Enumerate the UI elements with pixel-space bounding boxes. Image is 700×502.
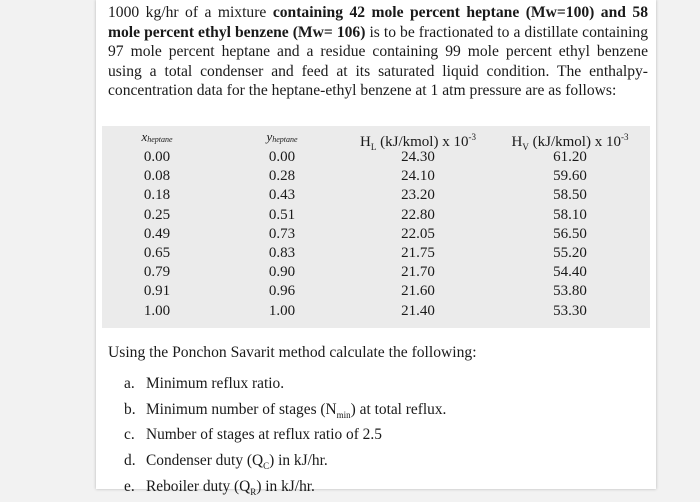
table-cell: 0.90 xyxy=(268,264,296,281)
column-y-heptane xyxy=(242,126,322,321)
header-hv: $H_V$ (kJ/kmol) x $10^{-3}$ xyxy=(511,132,629,152)
table-cell: 58.50 xyxy=(553,187,587,204)
question-item xyxy=(124,374,446,400)
header-x-heptane: $x_{heptane}$ xyxy=(141,129,173,144)
header-hl: $H_L$ (kJ/kmol) x $10^{-3}$ xyxy=(360,132,476,152)
table-cell: 0.96 xyxy=(268,283,296,300)
table-cell: 21.75 xyxy=(401,244,435,261)
question-item xyxy=(124,400,446,426)
table-cell: 0.91 xyxy=(143,283,171,300)
table-cell: 22.05 xyxy=(401,225,435,242)
method-prompt: Using the Ponchon Savarit method calculate the following: xyxy=(108,344,477,361)
table-cell: 0.49 xyxy=(143,225,171,242)
intro-text-1: 1000 kg/hr of a mixture xyxy=(108,4,273,21)
table-cell: 53.30 xyxy=(553,302,587,319)
header-y-heptane: $y_{heptane}$ xyxy=(266,129,298,144)
table-cell: 21.70 xyxy=(401,264,435,281)
question-marker: d. xyxy=(124,452,136,470)
question-list xyxy=(124,374,446,502)
question-text: Number of stages at reflux ratio of 2.5 xyxy=(146,426,382,444)
table-cell: 0.28 xyxy=(268,168,296,185)
column-hl xyxy=(350,126,486,321)
table-cell: 59.60 xyxy=(553,168,587,185)
table-cell: 21.40 xyxy=(401,302,435,319)
table-cell: 22.80 xyxy=(401,206,435,223)
table-cell: 23.20 xyxy=(401,187,435,204)
question-marker: b. xyxy=(124,400,136,418)
question-item xyxy=(124,451,446,477)
table-cell: 0.65 xyxy=(143,244,171,261)
table-cell: 0.00 xyxy=(268,149,296,165)
question-text: Reboiler duty $(Q_R)$ in kJ/hr. xyxy=(146,477,315,497)
table-cell: 21.60 xyxy=(401,283,435,300)
problem-statement xyxy=(108,3,648,101)
table-cell: 58.10 xyxy=(553,206,587,223)
question-marker: c. xyxy=(124,426,135,444)
question-item xyxy=(124,477,446,502)
intro-text-2: is to be fractionated to a distillate containing 97 mole percent heptane and a residue containing 99 mole percent ethyl benzene using a total condenser and feed at its saturated liquid condition. The enthalpy-concentration data for the heptane-ethyl benzene at 1 atm pressure are as follows: xyxy=(108,23,648,100)
question-item xyxy=(124,425,446,451)
table-cell: 0.79 xyxy=(143,264,171,281)
table-cell: 0.08 xyxy=(143,168,171,185)
column-hv xyxy=(496,126,644,321)
table-cell: 55.20 xyxy=(553,244,587,261)
document-page xyxy=(96,0,656,497)
table-cell: 1.00 xyxy=(143,302,171,319)
table-cell: 61.20 xyxy=(553,149,587,165)
table-cell: 0.51 xyxy=(268,206,296,223)
table-cell: 24.30 xyxy=(401,149,435,165)
question-text: Minimum number of stages $(N_{min})$ at total reflux. xyxy=(146,400,447,420)
question-text: Minimum reflux ratio. xyxy=(146,375,285,392)
table-cell: 53.80 xyxy=(553,283,587,300)
question-marker: e. xyxy=(124,477,135,495)
table-cell: 0.43 xyxy=(268,187,296,204)
column-x-heptane xyxy=(122,126,192,321)
table-cell: 1.00 xyxy=(268,302,296,319)
enthalpy-concentration-table xyxy=(102,126,650,328)
table-cell: 54.40 xyxy=(553,264,587,281)
table-cell: 0.73 xyxy=(268,225,296,242)
table-cell: 0.18 xyxy=(143,187,171,204)
question-text: Condenser duty $(Q_C)$ in kJ/hr. xyxy=(146,452,328,472)
table-cell: 24.10 xyxy=(401,168,435,185)
table-cell: 0.83 xyxy=(268,244,296,261)
table-cell: 0.25 xyxy=(143,206,171,223)
question-marker: a. xyxy=(124,375,135,392)
table-cell: 56.50 xyxy=(553,225,587,242)
table-cell: 0.00 xyxy=(143,149,171,165)
intro-bold-text: containing 42 mole percent heptane (Mw=100) and 58 mole percent ethyl benzene (Mw= 106) xyxy=(108,4,649,41)
